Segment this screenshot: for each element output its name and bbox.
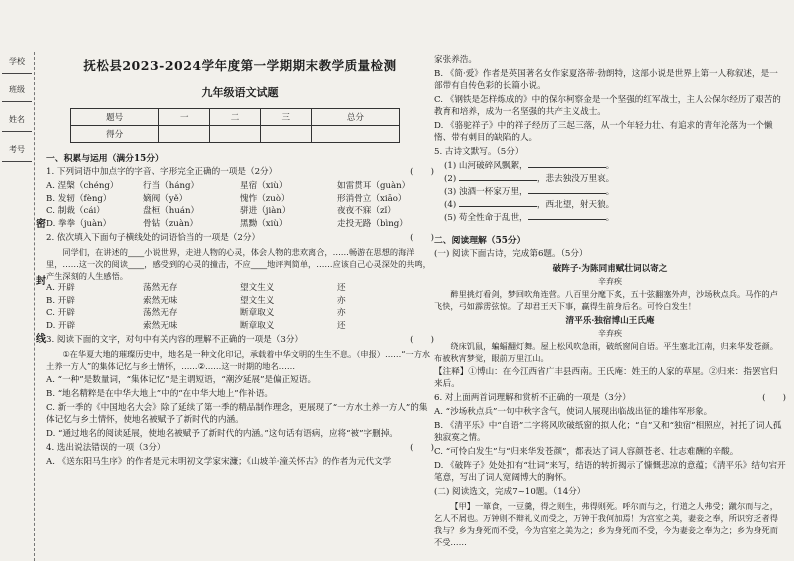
question-1: 1. 下列词语中加点字的字音、字形完全正确的一项是（2分） ( ) xyxy=(46,167,434,177)
recite-item-3: (3) 浊酒一杯家万里， 。 xyxy=(444,187,615,197)
margin-field-exam-number[interactable]: 考号 xyxy=(2,144,32,162)
passage-jia: 【甲】一箪食，一豆羹，得之则生，弗得则死。呼尔而与之，行道之人弗受；蹴尔而与之，乞人不屑也。万钟则不辩礼义而受之，万钟于我何加焉！为宫室之美，妻妾之奉，所识穷乏者得我与？乡为身死而不受，今为宫室之美为之；乡为身死而不受，今为妻妾之奉为之；乡为身死而不受…… xyxy=(434,501,778,547)
q2-option-d: D. 开辟 索然无味 断章取义 还 xyxy=(46,320,346,331)
section-1-heading: 一、积累与运用（满分15分） xyxy=(46,154,164,164)
poem-1-title: 破阵子·为陈同甫赋壮词以寄之 xyxy=(552,264,668,274)
recite-blank-1[interactable] xyxy=(528,167,606,168)
q6-option-d: D. 《破阵子》处处扣有“壮词”来写，结语的转折揭示了慷慨悲凉的意蕴；《清平乐》结句宕开笔意，写出了词人宽阔博大的胸怀。 xyxy=(434,461,786,483)
poem-2-text: 绕床饥鼠，蝙蝠翻灯舞。屋上松风吹急雨，破纸窗间自语。平生塞北江南，归来华发苍颜。布被秋宵梦觉，眼前万里江山。 xyxy=(434,341,778,363)
seal-char-mi: 密 xyxy=(36,219,46,230)
recite-blank-2[interactable] xyxy=(459,180,537,181)
poem-2-title: 清平乐·独宿博山王氏庵 xyxy=(565,316,655,326)
question-2: 2. 依次填入下面句子横线处的词语恰当的一项是（2分） ( ) xyxy=(46,233,434,243)
question-3-passage: ①在华夏大地的璀璨历史中，地名是一种文化印记，承载着中华文明的生生不息。（申报）……“一方水土养一方人”的集体记忆与乡土情怀，……②……这一时期的地名…… xyxy=(46,349,431,371)
seal-char-xian: 线 xyxy=(36,334,46,345)
q2-option-b: B. 开辟 索然无味 望文生义 亦 xyxy=(46,295,346,306)
recite-item-5: (5) 苟全性命于乱世， 。 xyxy=(444,213,615,223)
score-table-row: 得分 xyxy=(71,126,400,143)
recite-blank-4[interactable] xyxy=(459,206,537,207)
q3-option-b: B. “地名精粹是在中华大地上”中的“在中华大地上”作补语。 xyxy=(46,389,274,399)
q4-option-b: B. 《简·爱》作者是英国著名女作家夏洛蒂·勃朗特，这部小说是世界上第一人称叙述，是一部带有自传色彩的长篇小说。 xyxy=(434,69,778,91)
score-cell-3[interactable] xyxy=(260,126,311,143)
q1-option-b: B. 发轫（fèng） 嫡阀（yě） 愧怍（zuò） 形消骨立（xiāo） xyxy=(46,193,407,204)
q3-option-c: C. 新一季的《中国地名大会》除了延续了第一季的精品制作理念，更展现了“一方水土养一方人”的集体记忆与乡土情怀，使地名被赋予了新时代的内涵。 xyxy=(46,403,428,425)
recite-item-4: (4) ，西北望，射天狼。 xyxy=(444,200,615,210)
margin-field-school[interactable]: 学校 xyxy=(2,56,32,74)
right-column xyxy=(434,52,786,548)
score-table-header: 题号 一 二 三 总分 xyxy=(71,109,400,126)
poem-2-author: 辛弃疾 xyxy=(598,329,622,338)
question-2-options xyxy=(46,282,434,332)
question-3: 3. 阅读下面的文字，对句中有关内容的理解不正确的一项是（3分） ( ) xyxy=(46,335,434,345)
section-2-heading: 二、阅读理解（55分） xyxy=(434,236,526,246)
q4-option-d: D. 《骆驼祥子》中的祥子经历了三起三落，从一个年轻力壮、有追求的青年沦落为一个懒惰、带有刺目的缺陷的人。 xyxy=(434,121,773,143)
recite-item-1: (1) 山河破碎风飘絮， 。 xyxy=(444,161,615,171)
left-column xyxy=(46,52,434,470)
part-1-instructions: (一) 阅读下面古诗，完成第6题。（5分） xyxy=(434,249,588,259)
q1-option-c: C. 制裁（cái） 盘桓（huán） 骈进（jiàn） 夜夜不寐（zǐ） xyxy=(46,206,396,216)
q1-option-d: D. 拳拳（juàn） 骨钻（zuàn） 黑黝（xiù） 走投无路（bìng） xyxy=(46,218,408,229)
margin-field-class[interactable]: 班级 xyxy=(2,84,32,102)
q6-option-c: C. “可怜白发生”与“归来华发苍颜”，都表达了词人容颜苍老、壮志难酬的辛酸。 xyxy=(434,447,739,457)
q3-option-d: D. “通过地名的阅读延展，使地名被赋予了新时代的内涵。”这句话有语病，应将“被”字删掉。 xyxy=(46,429,398,439)
question-2-passage: 同学们，在讲述的____小说世界，走进人物的心灵，体会人物的悲欢离合，……畅游在思想的海洋里，……这一次的阅读____，感受到的心灵的撞击，不应____地评判简单，……应该自己心灵深处的共鸣，产生深刻的人生感悟。 xyxy=(46,247,431,281)
question-5: 5. 古诗文默写。（5分） xyxy=(434,147,524,157)
q1-option-a: A. 涅槃（chéng） 行当（háng） 星宿（xiù） 如雷贯耳（guàn） xyxy=(46,181,411,191)
question-4: 4. 选出说法错误的一项（3分） ( ) xyxy=(46,443,434,453)
poem-notes: 【注释】①博山：在今江西省广丰县西南。王氏庵：姓王的人家的草屋。②归来：指罢官归来后。 xyxy=(434,367,778,389)
recite-item-2: (2) ，悲去独没万里哀。 xyxy=(444,174,615,184)
q4-option-a: A. 《送东阳马生序》的作者是元末明初文学家宋濂；《山坡羊·潼关怀古》的作者为元代文学 xyxy=(46,457,392,467)
margin-field-name[interactable]: 姓名 xyxy=(2,114,32,132)
q6-option-a: A. “沙场秋点兵”一句中秋字含气，使词人展现出临战出征的雄伟军形象。 xyxy=(434,407,713,417)
seal-char-feng: 封 xyxy=(36,276,46,287)
score-cell-2[interactable] xyxy=(210,126,261,143)
poem-1-text: 醉里挑灯看剑，梦回吹角连营。八百里分麾下炙，五十弦翻塞外声，沙场秋点兵。马作的卢飞快，弓如霹雳弦惊。了却君王天下事，赢得生前身后名。可怜白发生！ xyxy=(434,289,778,311)
recitation-list xyxy=(444,160,786,225)
score-cell-1[interactable] xyxy=(159,126,210,143)
question-6: 6. 对上面两首词理解和赏析不正确的一项是（3分） ( ) xyxy=(434,393,786,403)
score-cell-total[interactable] xyxy=(311,126,399,143)
exam-subtitle: 九年级语文试题 xyxy=(201,86,279,99)
score-table xyxy=(70,108,400,143)
q2-option-c: C. 开辟 荡然无存 断章取义 亦 xyxy=(46,308,346,318)
poem-1-author: 辛弃疾 xyxy=(598,277,622,286)
q4-option-c: C. 《钢铁是怎样炼成的》中的保尔柯察金是一个坚强的红军战士，主人公保尔经历了艰苦的教育和培养，成为一名坚强的共产主义战士。 xyxy=(434,95,781,117)
recite-blank-3[interactable] xyxy=(528,193,606,194)
q6-option-b: B. 《清平乐》中“自语”二字将风吹破纸窗的拟人化；“自”又和“独宿”相照应，衬托了词人孤独寂寞之情。 xyxy=(434,421,782,443)
q3-option-a: A. “一种”是数量词，“集体记忆”是主谓短语，“潮汐延展”是偏正短语。 xyxy=(46,375,317,385)
question-1-options xyxy=(46,180,434,230)
exam-title: 抚松县2023-2024学年度第一学期期末教学质量检测 xyxy=(83,58,397,73)
part-2-instructions: (二) 阅读选文，完成7~10题。（14分） xyxy=(434,487,586,497)
binding-margin xyxy=(0,52,35,561)
recite-blank-5[interactable] xyxy=(528,219,606,220)
q4-option-a-continued: 家张养浩。 xyxy=(434,55,477,65)
q2-option-a: A. 开辟 荡然无存 望文生义 还 xyxy=(46,283,346,293)
